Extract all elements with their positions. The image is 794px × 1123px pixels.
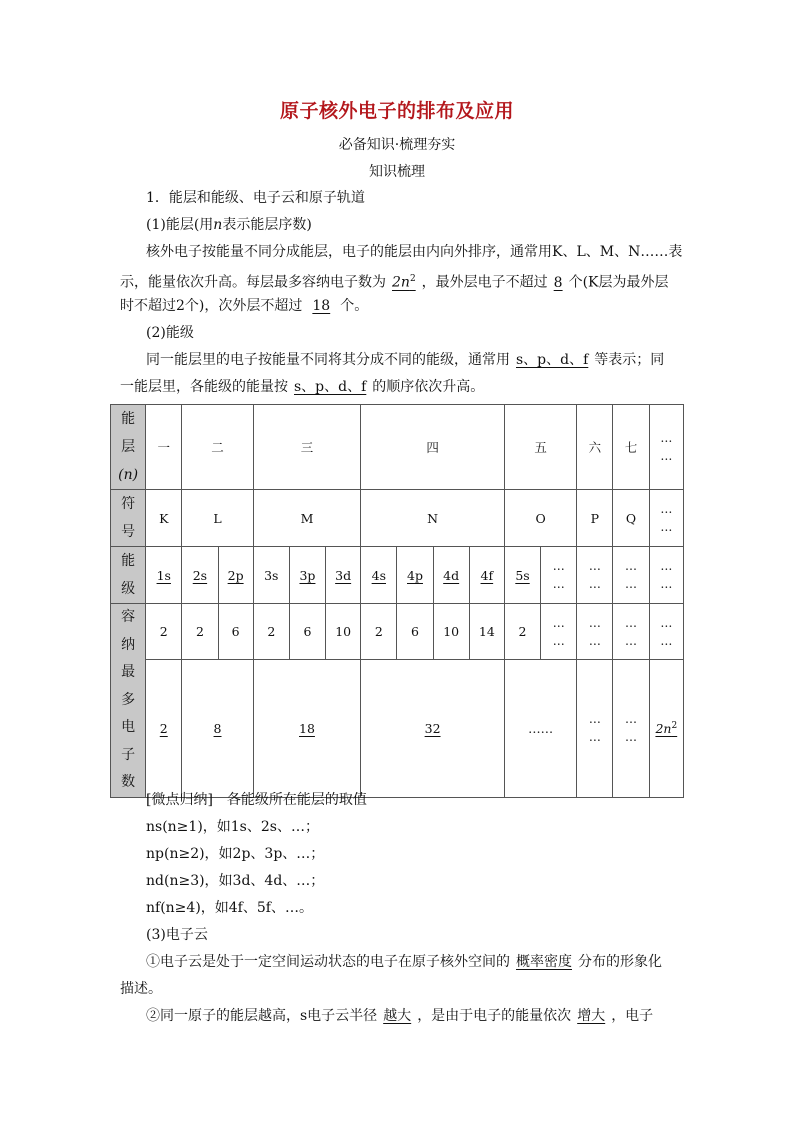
layer-cell: 六 [577, 405, 613, 490]
level-cell: 1s [146, 547, 182, 604]
table-row-layer [111, 405, 684, 490]
section-subtitle-2: 知识梳理 [369, 164, 425, 180]
paragraph-1-line-2: 示，能量依次升高。每层最多容纳电子数为 $2n^2$ ，最外层电子不超过 8 个(K层为最外层 [120, 274, 669, 291]
layer-max-cell: $2n^2$ [649, 660, 683, 798]
layer-cell: 七 [613, 405, 649, 490]
symbol-cell: M [253, 490, 361, 547]
layer-cell: 三 [253, 405, 361, 490]
symbol-cell: Q [613, 490, 649, 547]
level-cell: 4s [361, 547, 397, 604]
capacity-cell: 2 [146, 604, 182, 660]
capacity-cell: 6 [397, 604, 433, 660]
level-cell: 4d [433, 547, 469, 604]
layer-max-cell: 32 [361, 660, 505, 798]
paragraph-3-line-2: 描述。 [120, 981, 162, 997]
level-cell: 5s [504, 547, 540, 604]
header-cell-layer: 能 层 (n) [111, 405, 146, 490]
dots-cell: … … [541, 547, 577, 604]
subheading-energy-layer: (1)能层(用n表示能层序数) [146, 217, 312, 233]
paragraph-2-line-1: 同一能层里的电子按能量不同将其分成不同的能级，通常用 s、p、d、f 等表示；同 [146, 352, 665, 368]
layer-cell: 二 [182, 405, 253, 490]
dots-cell: … … [577, 604, 613, 660]
note-title: [微点归纳] 各能级所在能层的取值 [146, 792, 367, 808]
page-title: 原子核外电子的排布及应用 [279, 100, 514, 122]
dots-cell: … … [541, 604, 577, 660]
layer-cell: 五 [504, 405, 576, 490]
capacity-cell: 14 [469, 604, 504, 660]
level-cell: 3d [326, 547, 361, 604]
note-line-1: ns(n≥1)，如1s、2s、…； [146, 819, 319, 835]
layer-max-cell: …… [504, 660, 576, 798]
layer-cell: 一 [146, 405, 182, 490]
paragraph-3-line-3: ②同一原子的能层越高，s电子云半径 越大 ，是由于电子的能量依次 增大 ，电子 [146, 1008, 654, 1024]
level-cell: 4f [469, 547, 504, 604]
level-cell: 4p [397, 547, 433, 604]
note-line-4: nf(n≥4)，如4f、5f、…。 [146, 900, 313, 916]
header-cell-level: 能 级 [111, 547, 146, 604]
energy-level-table [110, 404, 684, 798]
capacity-cell: 2 [182, 604, 218, 660]
level-cell: 3p [289, 547, 325, 604]
dots-cell: … … [613, 547, 649, 604]
capacity-cell: 10 [326, 604, 361, 660]
dots-cell: … … [613, 660, 649, 798]
table-row-level-capacity [111, 604, 684, 660]
symbol-cell: K [146, 490, 182, 547]
paragraph-2-line-2: 一能层里，各能级的能量按 s、p、d、f 的顺序依次升高。 [120, 379, 485, 395]
symbol-cell: L [182, 490, 253, 547]
capacity-cell: 2 [361, 604, 397, 660]
capacity-cell: 2 [253, 604, 289, 660]
layer-cell: 四 [361, 405, 505, 490]
dots-cell: … … [649, 547, 683, 604]
layer-max-cell: 18 [253, 660, 361, 798]
section-heading-1: 1．能层和能级、电子云和原子轨道 [146, 190, 365, 206]
dots-cell: … … [577, 660, 613, 798]
layer-max-cell: 8 [182, 660, 253, 798]
note-line-2: np(n≥2)，如2p、3p、…； [146, 846, 325, 862]
subheading-energy-level: (2)能级 [146, 325, 194, 341]
symbol-cell: O [504, 490, 576, 547]
symbol-cell: P [577, 490, 613, 547]
level-cell: 3s [253, 547, 289, 604]
paragraph-3-line-1: ①电子云是处于一定空间运动状态的电子在原子核外空间的 概率密度 分布的形象化 [146, 954, 662, 970]
dots-cell: … … [613, 604, 649, 660]
level-cell: 2p [218, 547, 253, 604]
header-cell-capacity: 容 纳 最 多 电 子 数 [111, 604, 146, 798]
note-line-3: nd(n≥3)，如3d、4d、…； [146, 873, 325, 889]
header-cell-symbol: 符 号 [111, 490, 146, 547]
table-row-symbol [111, 490, 684, 547]
capacity-cell: 10 [433, 604, 469, 660]
paragraph-1-line-3: 时不超过2个)，次外层不超过 18 个。 [120, 298, 369, 314]
subheading-electron-cloud: (3)电子云 [146, 927, 208, 943]
layer-max-cell: 2 [146, 660, 182, 798]
symbol-cell: N [361, 490, 505, 547]
dots-cell: … … [649, 405, 683, 490]
level-cell: 2s [182, 547, 218, 604]
section-subtitle: 必备知识·梳理夯实 [338, 137, 456, 153]
capacity-cell: 6 [218, 604, 253, 660]
table-row-level [111, 547, 684, 604]
dots-cell: … … [577, 547, 613, 604]
capacity-cell: 2 [504, 604, 540, 660]
dots-cell: … … [649, 490, 683, 547]
paragraph-1-line-1: 核外电子按能量不同分成能层，电子的能层由内向外排序，通常用K、L、M、N……表 [146, 244, 683, 260]
table-row-layer-capacity [111, 660, 684, 798]
dots-cell: … … [649, 604, 683, 660]
capacity-cell: 6 [289, 604, 325, 660]
